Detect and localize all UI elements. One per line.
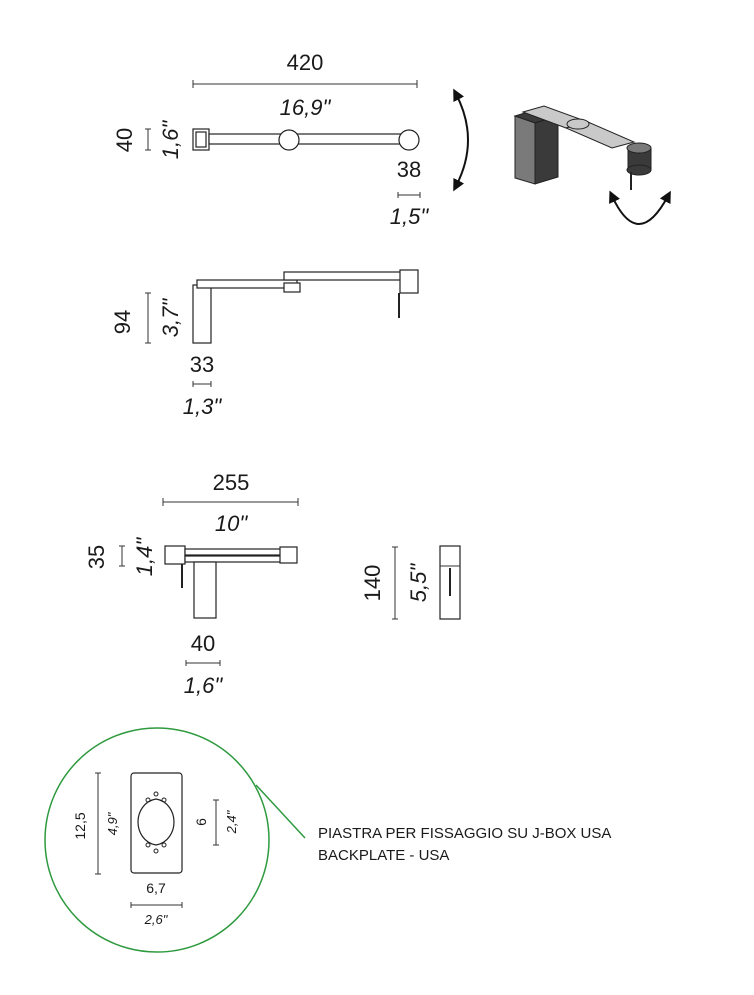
lamp-end-outline [440,546,460,619]
isometric-view [515,106,668,224]
end-height-in: 5,5" [406,563,431,603]
folded-height-in: 1,4" [132,537,157,577]
top-height-mm: 40 [112,127,137,153]
backplate-detail [45,728,611,952]
end-height-mm: 140 [360,564,385,602]
backplate-label-line1: PIASTRA PER FISSAGGIO SU J-BOX USA [318,825,612,842]
folded-width-mm: 255 [212,470,250,495]
folded-width-in: 10" [214,511,248,536]
lamp-top-outline [193,129,419,150]
end-view [360,546,460,619]
side-height-in: 3,7" [158,298,183,338]
top-width-mm: 420 [286,50,324,75]
side-base-mm: 33 [189,352,215,377]
hole-spacing-mm: 6 [193,818,209,826]
head-diameter-in: 1,5" [389,204,429,229]
backplate-width-mm: 6,7 [146,880,166,896]
head-diameter-mm: 38 [396,157,422,182]
leader-line [256,785,305,838]
folded-base-mm: 40 [190,631,216,656]
backplate-width-in: 2,6" [144,912,168,927]
rotation-arrow-icon [456,94,468,186]
backplate-cutout [138,799,174,845]
folded-height-mm: 35 [84,544,109,570]
top-width-in: 16,9" [279,95,331,120]
side-height-mm: 94 [110,309,135,335]
backplate-height-in: 4,9" [105,812,120,836]
backplate-height-mm: 12,5 [72,812,88,840]
tilt-arrow-icon [612,196,668,224]
lamp-side-outline [193,270,418,343]
side-view [110,270,418,419]
folded-view [84,470,298,698]
backplate-label-line2: BACKPLATE - USA [318,847,450,864]
lamp-folded-outline [165,546,297,618]
hole-spacing-in: 2,4" [224,810,239,834]
folded-base-in: 1,6" [183,673,223,698]
top-height-in: 1,6" [158,120,183,160]
side-base-in: 1,3" [182,394,222,419]
top-view [112,50,468,229]
